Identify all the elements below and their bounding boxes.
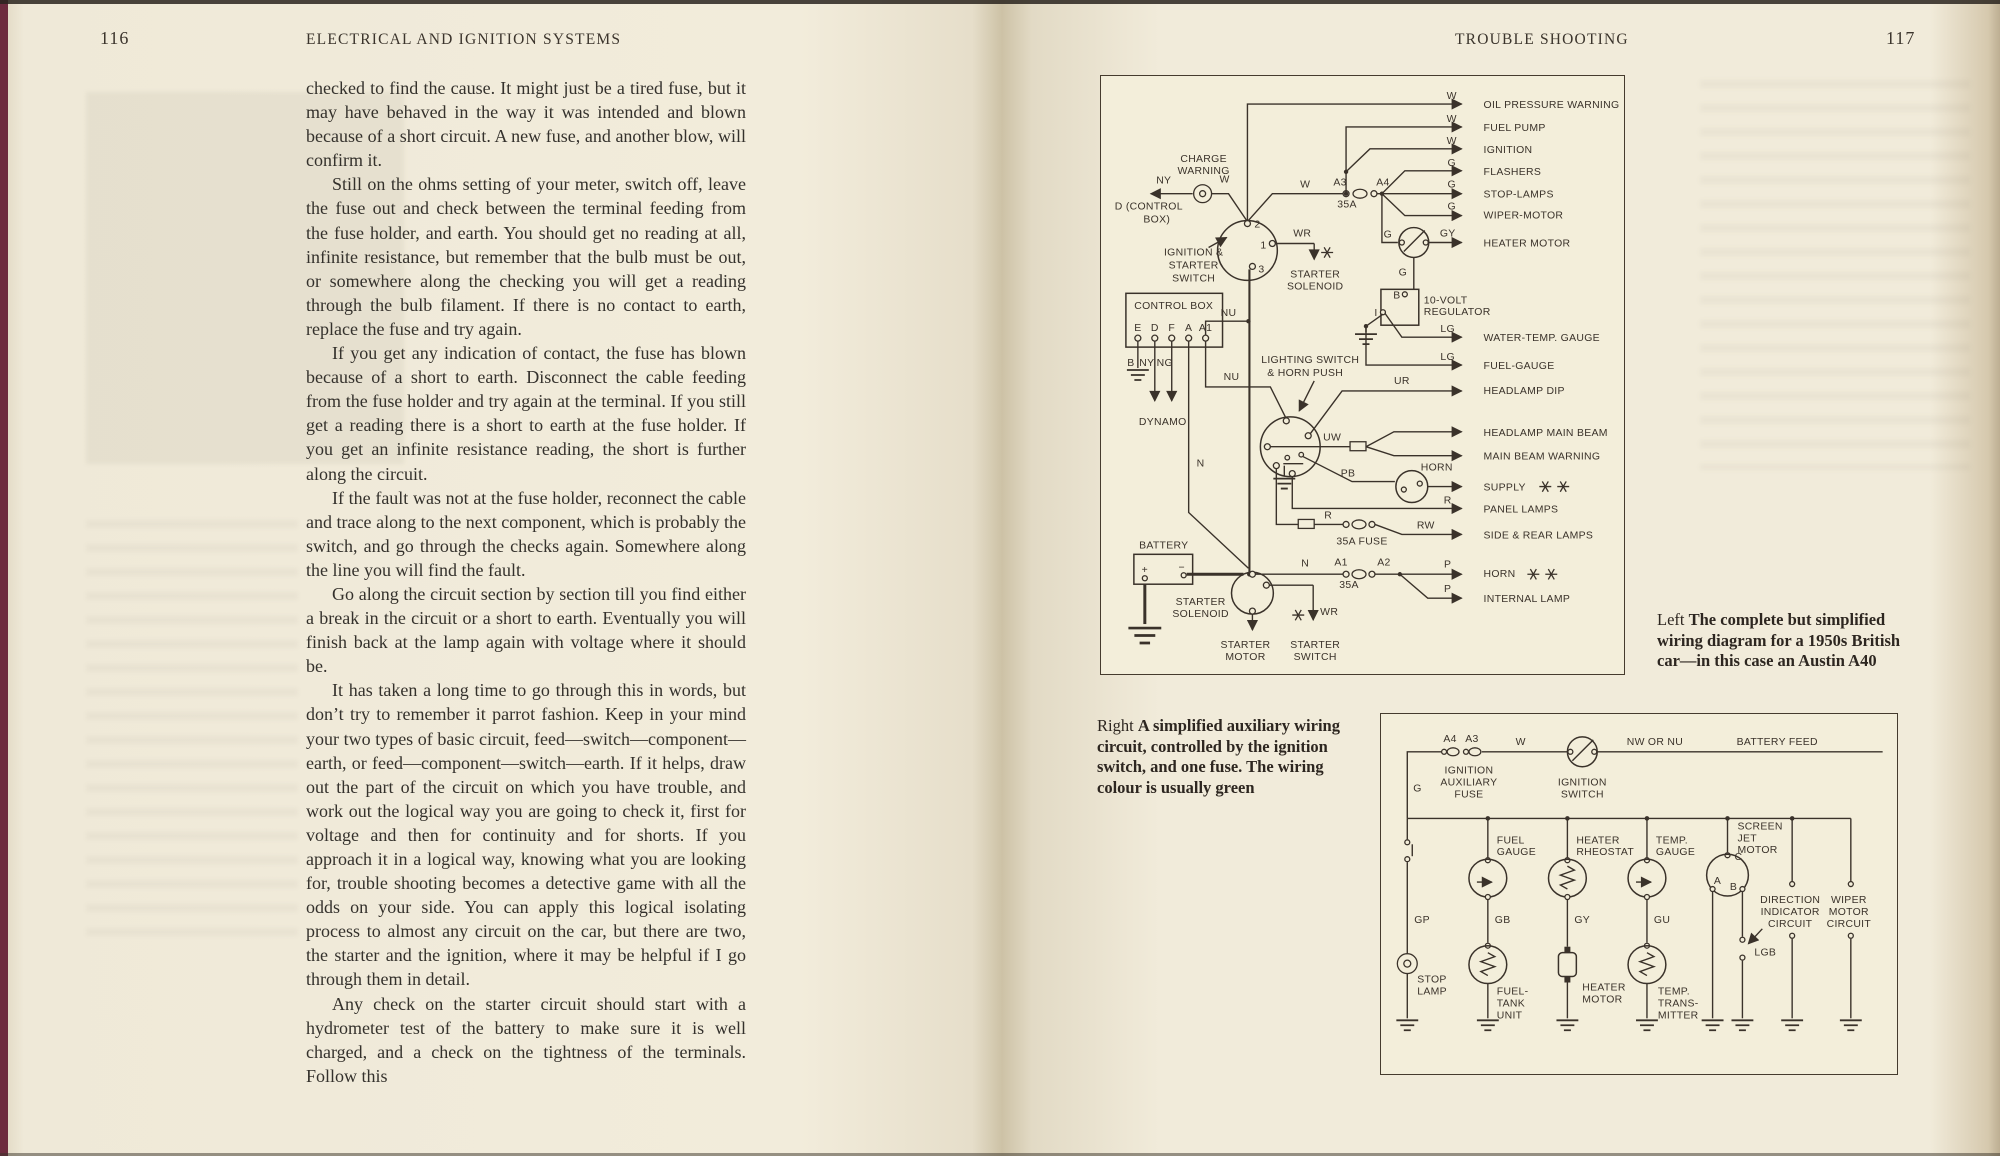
diagram-label: GY <box>1439 228 1456 240</box>
paragraph: Still on the ohms setting of your meter, switch off, leave the fuse out and check between the terminal feeding from the fuse holder, and earth. You should get no reading at all, infinite resistance, but remember that the bulb must be out, or somewhere along the checking you will get a reading through the bulb filament. If there is no contact to earth, replace the fuse and try again. <box>306 174 746 339</box>
caption-lead: Left <box>1657 610 1685 629</box>
running-head-right: TROUBLE SHOOTING <box>1455 31 1629 48</box>
diagram-label: STARTER <box>1168 260 1219 272</box>
diagram-label: MOTOR <box>1828 906 1869 918</box>
diagram-label: FUSE <box>1454 789 1484 801</box>
diagram-label: FLASHERS <box>1483 166 1542 178</box>
page-show-through <box>86 520 298 950</box>
diagram-label: WARNING <box>1177 165 1230 177</box>
paragraph: Go along the circuit section by section till you find either a break in the circuit or a short to earth. Eventually you will finish back at the lamp again with voltage where it should be. <box>306 583 746 677</box>
diagram-label: SCREEN <box>1737 821 1783 833</box>
diagram-label: CIRCUIT <box>1826 918 1872 930</box>
diagram-label: SUPPLY <box>1483 482 1526 494</box>
caption-text: A simplified auxiliary wiring circuit, controlled by the ignition switch, and one fuse. The wiring colour is usually green <box>1097 716 1340 797</box>
diagram-label: A <box>1713 876 1722 888</box>
diagram-label: N <box>1196 458 1205 470</box>
page-number-right: 117 <box>1886 28 1916 48</box>
diagram-label: − <box>1178 562 1185 574</box>
diagram-label: REGULATOR <box>1423 307 1491 319</box>
diagram-label: CHARGE <box>1180 153 1227 165</box>
diagram-label: HORN <box>1420 462 1453 474</box>
diagram-label: P <box>1444 584 1452 596</box>
diagram-label: 3 <box>1258 264 1265 276</box>
diagram-label: NG <box>1156 358 1173 370</box>
diagram-label: WATER-TEMP. GAUGE <box>1483 333 1600 345</box>
diagram-label: FUEL <box>1496 835 1525 847</box>
diagram-label: RW <box>1416 520 1435 532</box>
diagram-label: B <box>1393 290 1401 302</box>
diagram-label: 35A <box>1339 580 1359 592</box>
diagram-label: TEMP. <box>1655 835 1688 847</box>
diagram-label: UR <box>1393 375 1410 387</box>
diagram-label: LAMP <box>1417 986 1447 998</box>
diagram-label: GU <box>1653 914 1671 926</box>
diagram-label: MOTOR <box>1225 651 1266 663</box>
diagram-label: PB <box>1340 468 1356 480</box>
diagram-label: MOTOR <box>1737 845 1778 857</box>
diagram-label: SWITCH <box>1293 651 1337 663</box>
wiring-diagram-auxiliary <box>1380 713 1898 1075</box>
diagram-label: W <box>1446 113 1457 125</box>
diagram-label: A <box>1185 323 1193 335</box>
caption-lead: Right <box>1097 716 1134 735</box>
diagram-label: I <box>1374 308 1378 320</box>
diagram-label: A3 <box>1465 733 1479 745</box>
diagram-label: IGNITION <box>1444 765 1494 777</box>
diagram-label: AUXILIARY <box>1440 777 1498 789</box>
diagram-label: UNIT <box>1496 1010 1523 1022</box>
body-text-column <box>306 76 746 1088</box>
diagram-label: B <box>1127 358 1135 370</box>
diagram-label: B <box>1729 882 1738 894</box>
diagram-label: GY <box>1574 914 1591 926</box>
diagram-label: WIPER <box>1830 894 1867 906</box>
diagram-label: 10-VOLT <box>1423 295 1468 307</box>
diagram-label: G <box>1413 783 1422 795</box>
diagram-label: W <box>1446 91 1457 103</box>
diagram-label: W <box>1446 135 1457 147</box>
diagram-label: HEADLAMP MAIN BEAM <box>1483 427 1608 439</box>
diagram-label: NW OR NU <box>1626 736 1684 748</box>
diagram-label: WR <box>1320 607 1339 619</box>
diagram-label: PANEL LAMPS <box>1483 504 1559 516</box>
book-cover-edge <box>0 0 8 1156</box>
diagram-label: STARTER <box>1290 269 1341 281</box>
diagram-label: HORN <box>1483 569 1516 581</box>
diagram-label: W <box>1300 179 1311 191</box>
diagram-label: F <box>1168 323 1176 335</box>
diagram-label: MOTOR <box>1582 994 1623 1006</box>
diagram-label: 35A FUSE <box>1336 536 1388 548</box>
paragraph: Any check on the starter circuit should start with a hydrometer test of the battery to make sure it is well charged, and a check on the tightness of the terminals. Follow this <box>306 993 746 1086</box>
diagram-label: P <box>1444 559 1452 571</box>
caption-main-diagram <box>1657 610 1915 672</box>
running-head-left: ELECTRICAL AND IGNITION SYSTEMS <box>306 31 622 48</box>
paragraph: It has taken a long time to go through this in words, but don’t try to remember it parrot fashion. Keep in your mind your two types of basic circuit, feed—switch—component—earth, or feed—component—switch—earth. If it helps, draw out the part of the circuit on which you have trouble, and work out the logical way you are going to check it, first for voltage and then for continuity and for shorts. If you approach it in a logical way, knowing what you are looking for, trouble shooting becomes a detective game with all the odds on your side. You can apply this logical isolating process to almost any circuit on the car, but there are two, the starter and the ignition, where it may be helpful if I go through them in detail. <box>306 680 746 990</box>
diagram-label: SIDE & REAR LAMPS <box>1483 530 1594 542</box>
diagram-label: A4 <box>1443 733 1457 745</box>
diagram-label: GAUGE <box>1496 847 1536 859</box>
diagram-label: DIRECTION <box>1760 894 1821 906</box>
caption-aux-diagram <box>1097 716 1367 798</box>
diagram-label: BOX) <box>1143 214 1171 226</box>
diagram-label: NU <box>1223 371 1240 383</box>
wiring-diagram-main-svg <box>1101 76 1624 674</box>
diagram-label: C <box>1734 852 1743 864</box>
diagram-label: FUEL- <box>1496 986 1529 998</box>
diagram-label: + <box>1141 565 1149 577</box>
diagram-label: TEMP. <box>1657 986 1690 998</box>
diagram-label: HEADLAMP DIP <box>1483 385 1565 397</box>
diagram-label: IGNITION <box>1483 144 1533 156</box>
diagram-label: SWITCH <box>1560 789 1604 801</box>
diagram-label: BATTERY <box>1139 540 1189 552</box>
diagram-label: LG <box>1440 352 1455 364</box>
diagram-label: N <box>1301 558 1310 570</box>
diagram-label: FUEL-GAUGE <box>1483 361 1555 373</box>
diagram-label: 1 <box>1260 240 1267 252</box>
diagram-label: HEATER MOTOR <box>1483 238 1571 250</box>
wiring-diagram-aux-svg <box>1381 714 1897 1074</box>
diagram-label: G <box>1447 201 1456 213</box>
diagram-label: GP <box>1414 914 1430 926</box>
caption-text: The complete but simplified wiring diagram for a 1950s British car—in this case an Austin A40 <box>1657 610 1901 670</box>
paragraph: checked to find the cause. It might just be a tired fuse, but it may have behaved in the way it was intended and blown because of a short circuit. A new fuse, and another blow, will confirm it. <box>306 78 746 171</box>
page-number-left: 116 <box>100 28 130 48</box>
diagram-label: E <box>1134 323 1142 335</box>
wiring-diagram-main <box>1100 75 1625 675</box>
diagram-label: A2 <box>1377 557 1391 569</box>
diagram-label: WR <box>1293 228 1312 240</box>
diagram-label: FUEL PUMP <box>1483 122 1546 134</box>
diagram-label: LIGHTING SWITCH <box>1261 355 1360 367</box>
diagram-label: STARTER <box>1290 639 1341 651</box>
diagram-label: CONTROL BOX <box>1134 301 1214 313</box>
diagram-label: IGNITION <box>1557 777 1607 789</box>
diagram-label: A1 <box>1198 323 1213 335</box>
diagram-label: RHEOSTAT <box>1576 847 1635 859</box>
diagram-label: D <box>1150 323 1159 335</box>
diagram-label: WIPER-MOTOR <box>1483 210 1564 222</box>
paragraph: If the fault was not at the fuse holder, reconnect the cable and trace along to the next component, which is probably the switch, and go through the checks again. Somewhere along the line you will find the fault. <box>306 487 746 580</box>
diagram-labels <box>1115 91 1620 663</box>
diagram-label: MITTER <box>1657 1010 1699 1022</box>
diagram-label: SOLENOID <box>1286 281 1344 293</box>
diagram-label: R <box>1324 510 1333 522</box>
diagram-label: GB <box>1494 914 1511 926</box>
diagram-label: 2 <box>1254 219 1261 231</box>
diagram-label: BATTERY FEED <box>1736 736 1818 748</box>
diagram-label: LG <box>1440 324 1455 336</box>
paragraph: If you get any indication of contact, the fuse has blown because of a short to earth. Disconnect the cable feeding from the fuse holder and try again at the terminal. If you still get a reading there is a short to earth at the fuse holder. If you get an infinite resistance reading, the short is further along the circuit. <box>306 343 746 484</box>
page-top-edge <box>0 0 2000 4</box>
diagram-label: A1 <box>1334 557 1348 569</box>
diagram-label: 35A <box>1337 199 1357 211</box>
diagram-label: STARTER <box>1175 597 1226 609</box>
diagram-label: UW <box>1323 432 1342 444</box>
diagram-label: OIL PRESSURE WARNING <box>1483 100 1620 112</box>
diagram-label: MAIN BEAM WARNING <box>1483 451 1601 463</box>
diagram-label: NY <box>1139 358 1155 370</box>
diagram-label: INTERNAL LAMP <box>1483 594 1571 606</box>
diagram-label: STARTER <box>1220 639 1271 651</box>
diagram-label: STOP <box>1417 974 1447 986</box>
diagram-label: A3 <box>1333 177 1347 189</box>
diagram-label: GAUGE <box>1655 847 1696 859</box>
diagram-label: W <box>1219 174 1230 186</box>
diagram-label: LGB <box>1754 947 1777 959</box>
diagram-label: DYNAMO <box>1138 416 1187 428</box>
diagram-label: SOLENOID <box>1172 609 1229 621</box>
diagram-label: HEATER <box>1582 982 1626 994</box>
diagram-label: G <box>1447 179 1456 191</box>
diagram-label: & HORN PUSH <box>1267 367 1344 379</box>
diagram-label: INDICATOR <box>1760 906 1820 918</box>
diagram-label: STOP-LAMPS <box>1483 189 1554 201</box>
diagram-label: A4 <box>1376 177 1390 189</box>
diagram-label: G <box>1447 157 1456 169</box>
diagram-label: W <box>1515 736 1526 748</box>
diagram-label: CIRCUIT <box>1767 918 1813 930</box>
diagram-label: NU <box>1220 308 1237 320</box>
diagram-label: G <box>1383 229 1393 241</box>
diagram-label: IGNITION & <box>1163 247 1224 259</box>
diagram-label: R <box>1443 495 1452 507</box>
diagram-label: SWITCH <box>1172 273 1216 285</box>
page-show-through <box>1700 80 1970 470</box>
diagram-label: D (CONTROL <box>1114 201 1183 213</box>
diagram-label: HEATER <box>1576 835 1620 847</box>
diagram-labels <box>1413 734 1871 1021</box>
diagram-label: NY <box>1156 175 1172 187</box>
diagram-label: JET <box>1737 833 1757 845</box>
diagram-label: G <box>1398 267 1408 279</box>
diagram-label: TANK <box>1496 998 1526 1010</box>
diagram-label: TRANS- <box>1657 998 1699 1010</box>
